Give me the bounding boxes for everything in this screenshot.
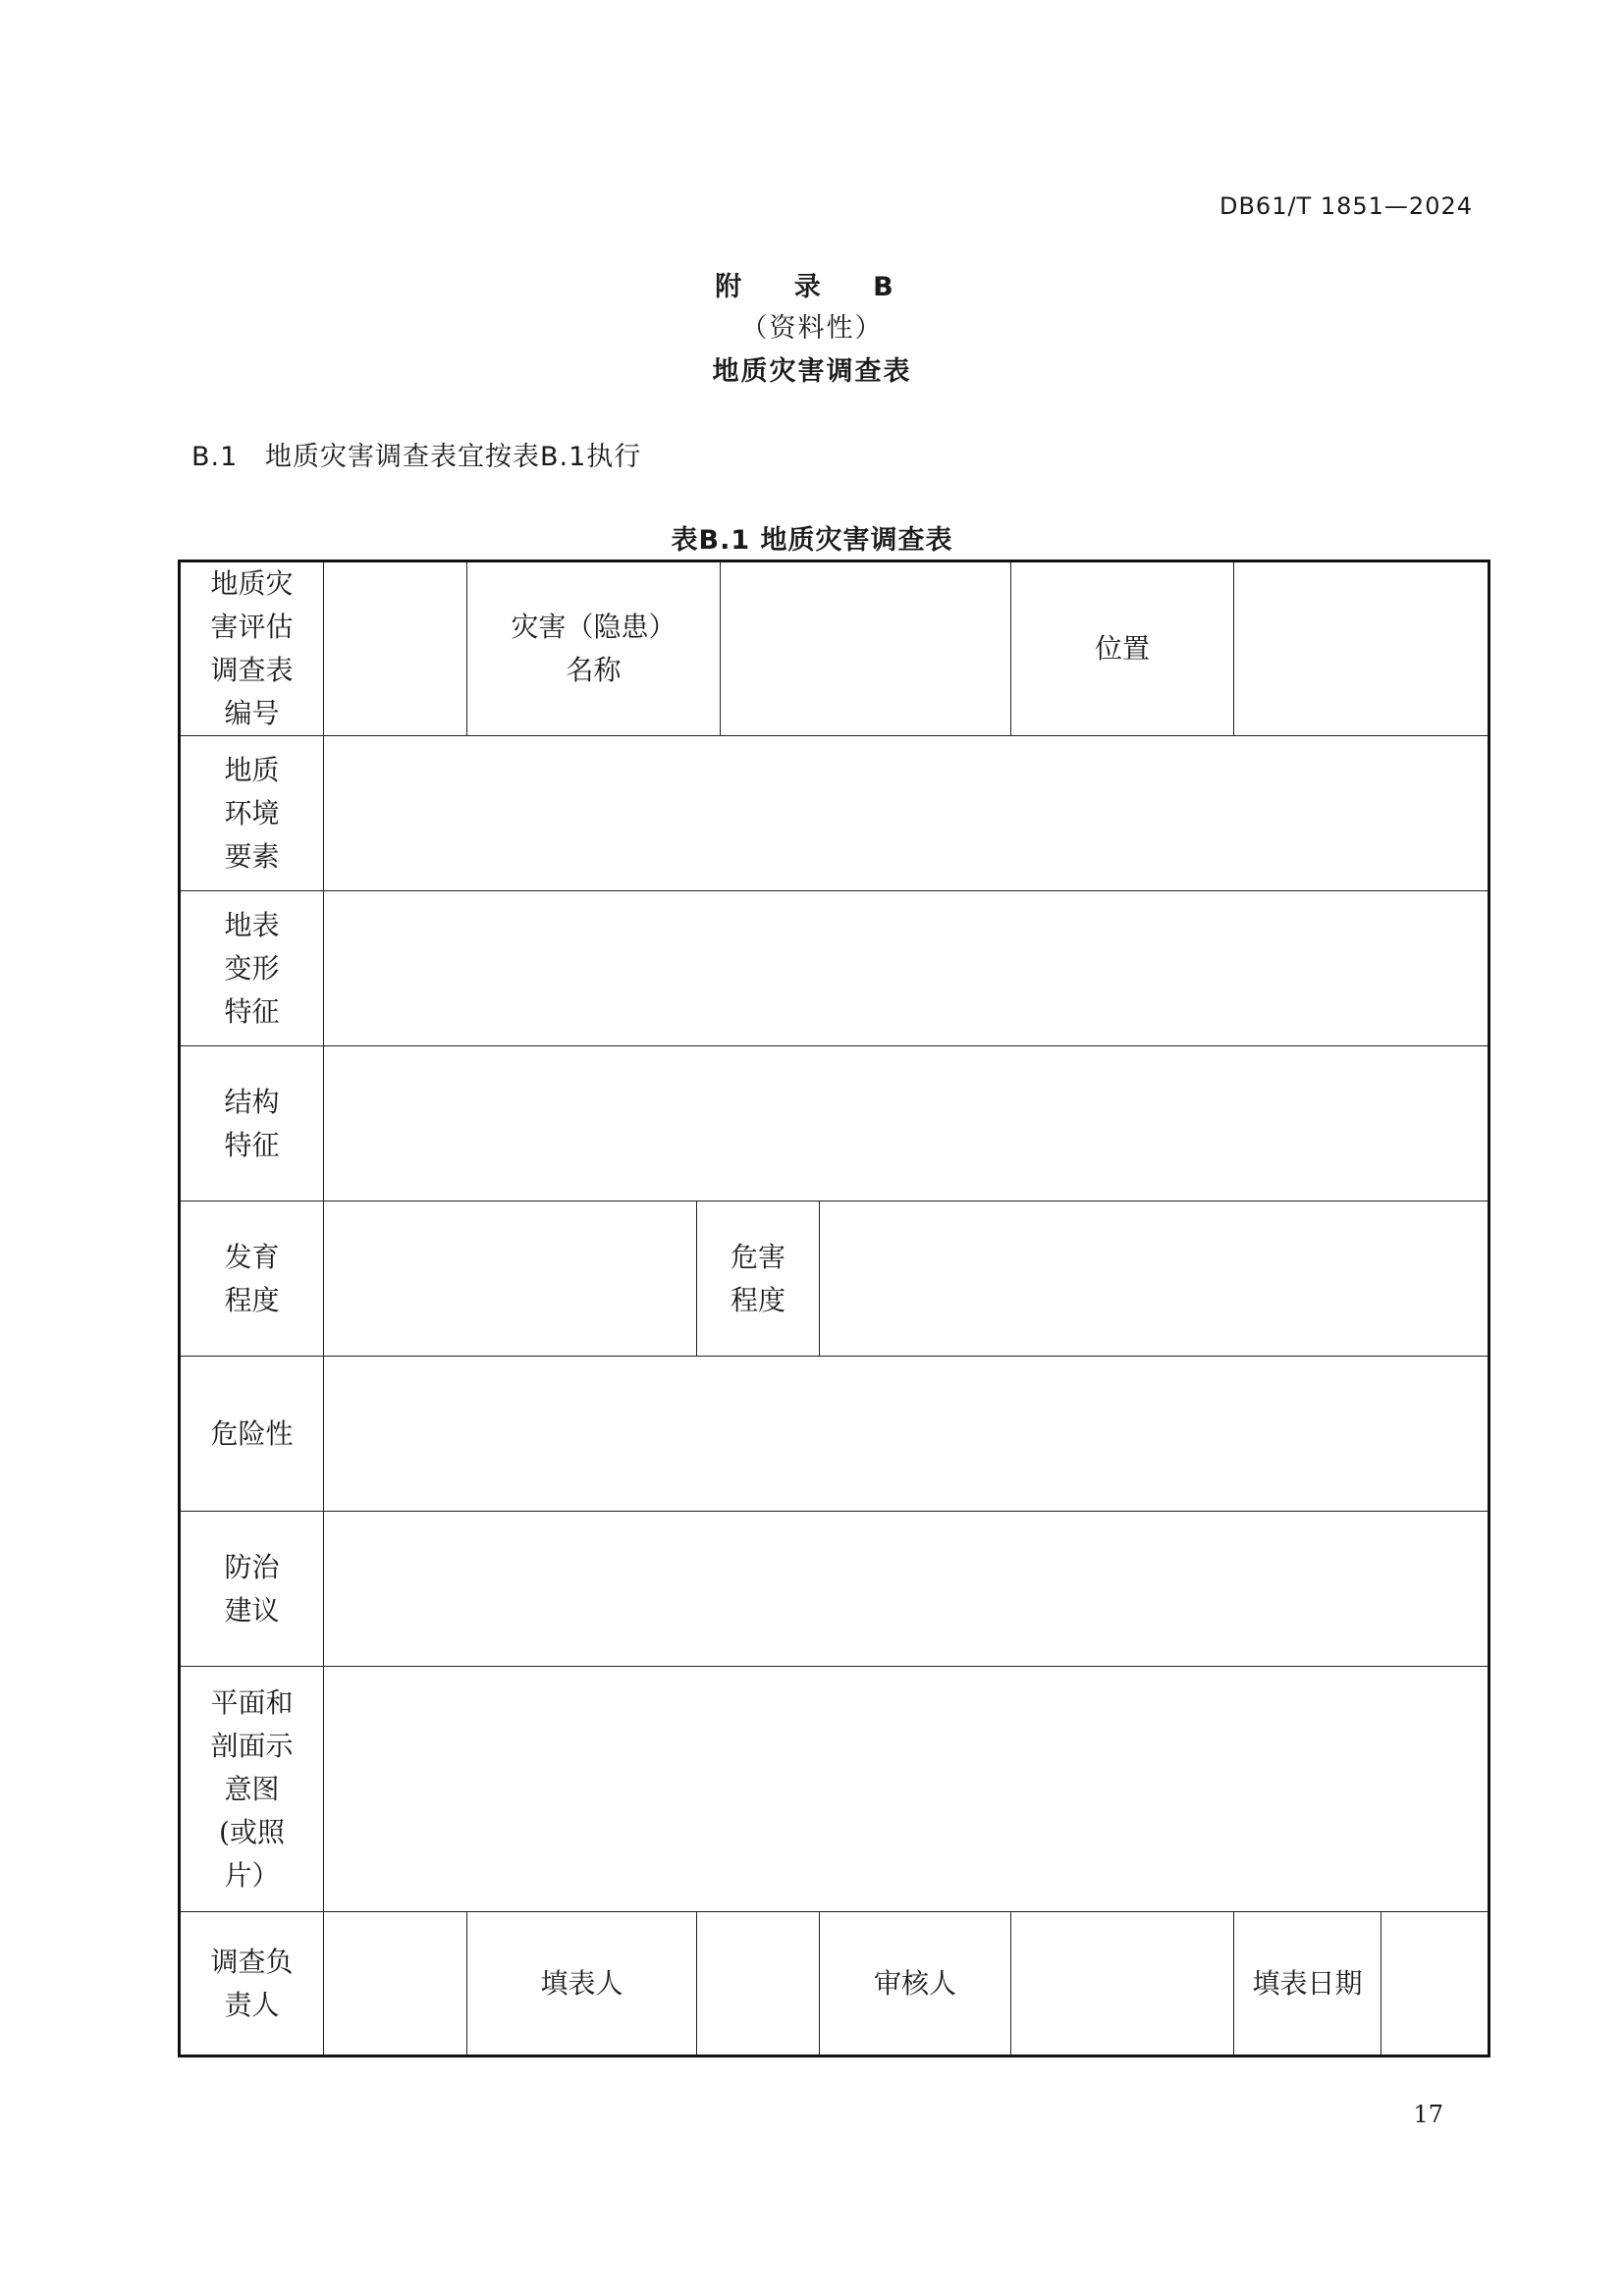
advice-label: 防治建议	[224, 1550, 280, 1627]
develop-label: 发育程度	[224, 1240, 280, 1316]
code-value-cell[interactable]	[324, 561, 467, 736]
advice-value-cell[interactable]	[324, 1512, 1489, 1667]
risk-label-cell	[180, 1357, 324, 1512]
responsible-label-cell	[180, 1912, 324, 2056]
reviewer-value-cell[interactable]	[1011, 1912, 1234, 2056]
table-row	[180, 891, 1489, 1046]
diagram-label: 平面和剖面示意图(或照片）	[210, 1685, 294, 1892]
clause-number: B.1	[191, 442, 239, 472]
filler-label: 填表人	[540, 1966, 623, 2000]
name-value-cell[interactable]	[721, 561, 1011, 736]
table-row	[180, 561, 1489, 736]
name-label-cell	[467, 561, 721, 736]
geo-env-value-cell[interactable]	[324, 736, 1489, 891]
date-label: 填表日期	[1252, 1966, 1363, 2000]
table-row	[180, 736, 1489, 891]
reviewer-label-cell	[820, 1912, 1011, 2056]
advice-label-cell	[180, 1512, 324, 1667]
filler-value-cell[interactable]	[697, 1912, 820, 2056]
appendix-name: 地质灾害调查表	[712, 356, 912, 387]
date-value-cell[interactable]	[1381, 1912, 1489, 2056]
appendix-title: 附 录 B	[715, 272, 909, 302]
code-label: 地质灾害评估调查表编号	[210, 567, 294, 729]
struct-value-cell[interactable]	[324, 1046, 1489, 1201]
deform-label-cell	[180, 891, 324, 1046]
harm-label: 危害程度	[730, 1240, 785, 1316]
document-code: DB61/T 1851—2024	[1218, 192, 1473, 220]
reviewer-label: 审核人	[874, 1966, 957, 2000]
name-label: 灾害（隐患）名称	[511, 611, 677, 686]
table-caption: 表B.1 地质灾害调查表	[671, 525, 953, 556]
geo-env-label: 地质环境要素	[224, 753, 280, 873]
diagram-value-cell[interactable]	[324, 1667, 1489, 1912]
appendix-type: （资料性）	[740, 313, 884, 344]
table-row	[180, 1201, 1489, 1357]
risk-label: 危险性	[210, 1416, 294, 1450]
table-row	[180, 1912, 1489, 2056]
table-row	[180, 1667, 1489, 1912]
responsible-value-cell[interactable]	[324, 1912, 467, 2056]
struct-label-cell	[180, 1046, 324, 1201]
harm-label-cell	[697, 1201, 820, 1357]
diagram-label-cell	[180, 1667, 324, 1912]
deform-label: 地表变形特征	[224, 908, 280, 1028]
struct-label: 结构特征	[224, 1085, 280, 1161]
clause-text: 地质灾害调查表宜按表B.1执行	[265, 442, 642, 472]
deform-value-cell[interactable]	[324, 891, 1489, 1046]
date-label-cell	[1234, 1912, 1381, 2056]
filler-label-cell	[467, 1912, 697, 2056]
survey-table	[178, 560, 1490, 2057]
page-number: 17	[1413, 2101, 1443, 2128]
harm-value-cell[interactable]	[820, 1201, 1489, 1357]
location-label: 位置	[1095, 632, 1151, 665]
code-label-cell	[180, 561, 324, 736]
table-row	[180, 1357, 1489, 1512]
develop-value-cell[interactable]	[324, 1201, 697, 1357]
clause-b1	[191, 435, 641, 473]
develop-label-cell	[180, 1201, 324, 1357]
risk-value-cell[interactable]	[324, 1357, 1489, 1512]
table-row	[180, 1512, 1489, 1667]
geo-env-label-cell	[180, 736, 324, 891]
location-value-cell[interactable]	[1234, 561, 1489, 736]
responsible-label: 调查负责人	[210, 1945, 294, 2021]
table-row	[180, 1046, 1489, 1201]
location-label-cell	[1011, 561, 1234, 736]
